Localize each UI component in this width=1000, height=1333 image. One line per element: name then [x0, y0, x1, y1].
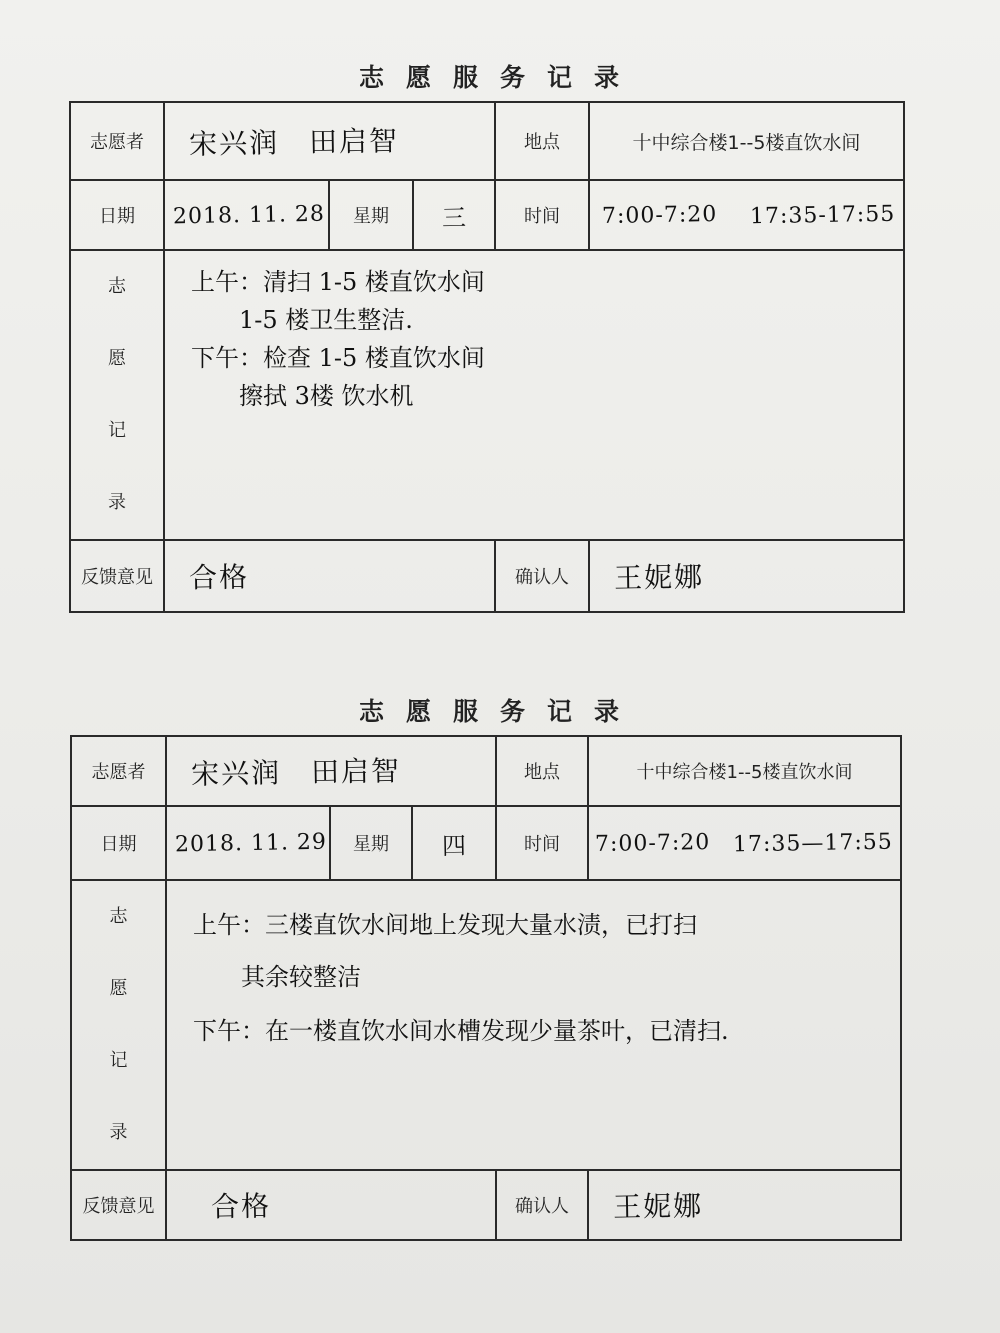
record-label-char: 记 — [108, 420, 126, 441]
volunteer-names: 宋兴润 田启智 — [188, 124, 400, 161]
weekday-label: 星期 — [329, 180, 413, 250]
volunteer-names: 宋兴润 田启智 — [190, 754, 402, 791]
date-label: 日期 — [70, 180, 164, 250]
weekday-cell — [413, 180, 495, 250]
confirmer-cell — [589, 540, 904, 612]
date-cell — [166, 806, 330, 880]
confirmer-label: 确认人 — [496, 1170, 588, 1240]
time-morning: 7:00-7:20 — [601, 201, 718, 229]
time-label: 时间 — [496, 806, 588, 880]
feedback-label: 反馈意见 — [71, 1170, 166, 1240]
time-cell — [588, 806, 901, 880]
record-label-char: 记 — [109, 1050, 128, 1071]
confirmer-signature: 王妮娜 — [613, 560, 705, 595]
weekday-cell — [412, 806, 496, 880]
volunteer-cell — [164, 102, 495, 180]
location-value: 十中综合楼1--5楼直饮水间 — [589, 102, 904, 180]
record-label-char: 愿 — [108, 348, 126, 369]
weekday-value: 三 — [441, 203, 467, 232]
record-title: 志愿服务记录 — [358, 697, 641, 726]
feedback-value: 合格 — [188, 560, 250, 595]
record-label-char: 录 — [109, 1122, 128, 1143]
feedback-label: 反馈意见 — [70, 540, 164, 612]
record-line: 下午：在一楼直饮水间水槽发现少量茶叶，已清扫. — [193, 1017, 729, 1045]
record-content — [164, 250, 904, 540]
time-morning: 7:00-7:20 — [594, 829, 711, 857]
record-label-char: 录 — [108, 492, 126, 513]
record-form — [70, 735, 902, 1241]
weekday-value: 四 — [441, 831, 467, 860]
confirmer-label: 确认人 — [495, 540, 589, 612]
time-cell — [589, 180, 904, 250]
record-line: 下午：检查 1-5 楼直饮水间 — [191, 344, 485, 372]
record-content — [166, 880, 901, 1170]
confirmer-signature: 王妮娜 — [612, 1189, 704, 1224]
location-label: 地点 — [495, 102, 589, 180]
location-value: 十中综合楼1--5楼直饮水间 — [588, 736, 901, 806]
record-label-char: 志 — [109, 906, 128, 927]
location-label: 地点 — [496, 736, 588, 806]
record-title: 志愿服务记录 — [358, 63, 641, 92]
volunteer-label: 志愿者 — [71, 736, 166, 806]
record-line: 上午：清扫 1-5 楼直饮水间 — [191, 268, 485, 296]
time-label: 时间 — [495, 180, 589, 250]
record-form — [69, 101, 905, 613]
record-side-label — [71, 880, 166, 1170]
record-line: 上午：三楼直饮水间地上发现大量水渍，已打扫 — [193, 911, 697, 939]
record-label-char: 愿 — [109, 978, 128, 999]
feedback-value: 合格 — [210, 1189, 272, 1224]
date-cell — [164, 180, 329, 250]
date-value: 2018. 11. 28 — [172, 201, 326, 229]
feedback-cell — [166, 1170, 496, 1240]
feedback-cell — [164, 540, 495, 612]
weekday-label: 星期 — [330, 806, 412, 880]
volunteer-label: 志愿者 — [70, 102, 164, 180]
date-label: 日期 — [71, 806, 166, 880]
record-side-label — [70, 250, 164, 540]
date-value: 2018. 11. 29 — [174, 829, 328, 857]
volunteer-cell — [166, 736, 496, 806]
record-line: 1-5 楼卫生整洁. — [191, 306, 413, 334]
record-line: 其余较整洁 — [193, 963, 361, 991]
confirmer-cell — [588, 1170, 901, 1240]
record-line: 擦拭 3楼 饮水机 — [191, 382, 414, 410]
time-afternoon: 17:35-17:55 — [750, 201, 896, 229]
record-label-char: 志 — [108, 276, 126, 297]
time-afternoon: 17:35—17:55 — [733, 829, 894, 857]
